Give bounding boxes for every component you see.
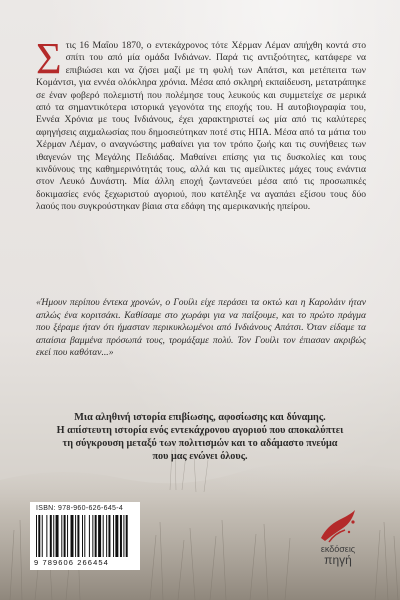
publisher-logo — [303, 508, 373, 572]
publisher-line-1: εκδόσεις — [320, 544, 356, 554]
synopsis-paragraph: τις 16 Μαΐου 1870, ο εντεκάχρονος τότε Χέρμαν Λέμαν απήχθη κοντά στο σπίτι του από μία ομάδα Ινδιάνων. Παρά τις αντιξοότητες, κατάφερε να επιβιώσει και να ζήσει μαζί με τη φυλή των Απάτσι, και μετέπειτα των Κομάντσι, για εννέα ολόκληρα χρόνια. Μέσα από σκληρή εκπαίδευση, μετατράπηκε σε έναν φοβερό πολεμιστή που πολέμησε τους λευκούς και συμμετείχε σε μερικά από τα σημαντικότερα ιστορικά γεγονότα της εποχής του. Η αυτοβιογραφία του, Εννέα Χρόνια με τους Ινδιάνους, έχει χαρακτηριστεί ως μία από τις καλύτερες αφηγήσεις αιχμαλωσίας που δημοσιεύτηκαν ποτέ στις ΗΠΑ. Μέσα από τα μάτια του Χέρμαν Λέμαν, ο αναγνώστης μαθαίνει για τον τρόπο ζωής και τις συνήθειες των ιθαγενών της Μεγάλης Πεδιάδας. Μαθαίνει επίσης για τις δυσκολίες και τους κινδύνους της καθημερινότητάς τους, αλλά και τις αμείλικτες μάχες τους ενάντια στον Λευκό Δυνάστη. Μία άλλη εποχή ζωντανεύει μέσα από τις προσωπικές δοκιμασίες ενός ξεχωριστού αγοριού, που κατέληξε να αγαπάει εξίσου τους δύο λαούς που συγκρούστηκαν βίαια στα εδάφη της αμερικανικής ηπείρου. — [36, 40, 366, 213]
publisher-name — [303, 544, 373, 566]
tagline-line-2: Η απίστευτη ιστορία ενός εντεκάχρονου αγοριού που αποκαλύπτει — [56, 425, 344, 436]
excerpt-quote: «Ήμουν περίπου έντεκα χρονών, ο Γουίλι είχε περάσει τα οκτώ και η Καρολάιν ήταν απλώς ένα κοριτσάκι. Καθίσαμε στο χωράφι για να παίξουμε, και το πρώτο πράγμα που ξέραμε ήταν ότι ήμασταν περικυκλωμένοι από Ινδιάνους Απάτσι. Όταν είδαμε τα απαίσια βαμμένα πρόσωπά τους, τρομάξαμε πολύ. Τον Γουίλι τον έπιασαν ακριβώς εκεί που καθόταν...» — [36, 297, 366, 359]
barcode-bars — [36, 515, 134, 557]
drop-cap: Σ — [36, 34, 62, 83]
tagline-line-1: Μια αληθινή ιστορία επιβίωσης, αφοσίωσης και δύναμης. — [74, 412, 326, 423]
isbn-label: ISBN: 978-960-626-645-4 — [36, 505, 124, 512]
tagline-line-4: που μας ενώνει όλους. — [152, 451, 248, 462]
publisher-logo-icon — [315, 508, 361, 544]
barcode-digits: 9 789606 266454 — [34, 558, 109, 567]
tagline — [40, 411, 360, 463]
tagline-line-3: τη σύγκρουση μεταξύ των πολιτισμών και το αδάμαστο πνεύμα — [62, 438, 338, 449]
isbn-barcode — [30, 502, 140, 570]
publisher-line-2: πηγή — [324, 553, 352, 567]
synopsis-text — [36, 34, 366, 214]
